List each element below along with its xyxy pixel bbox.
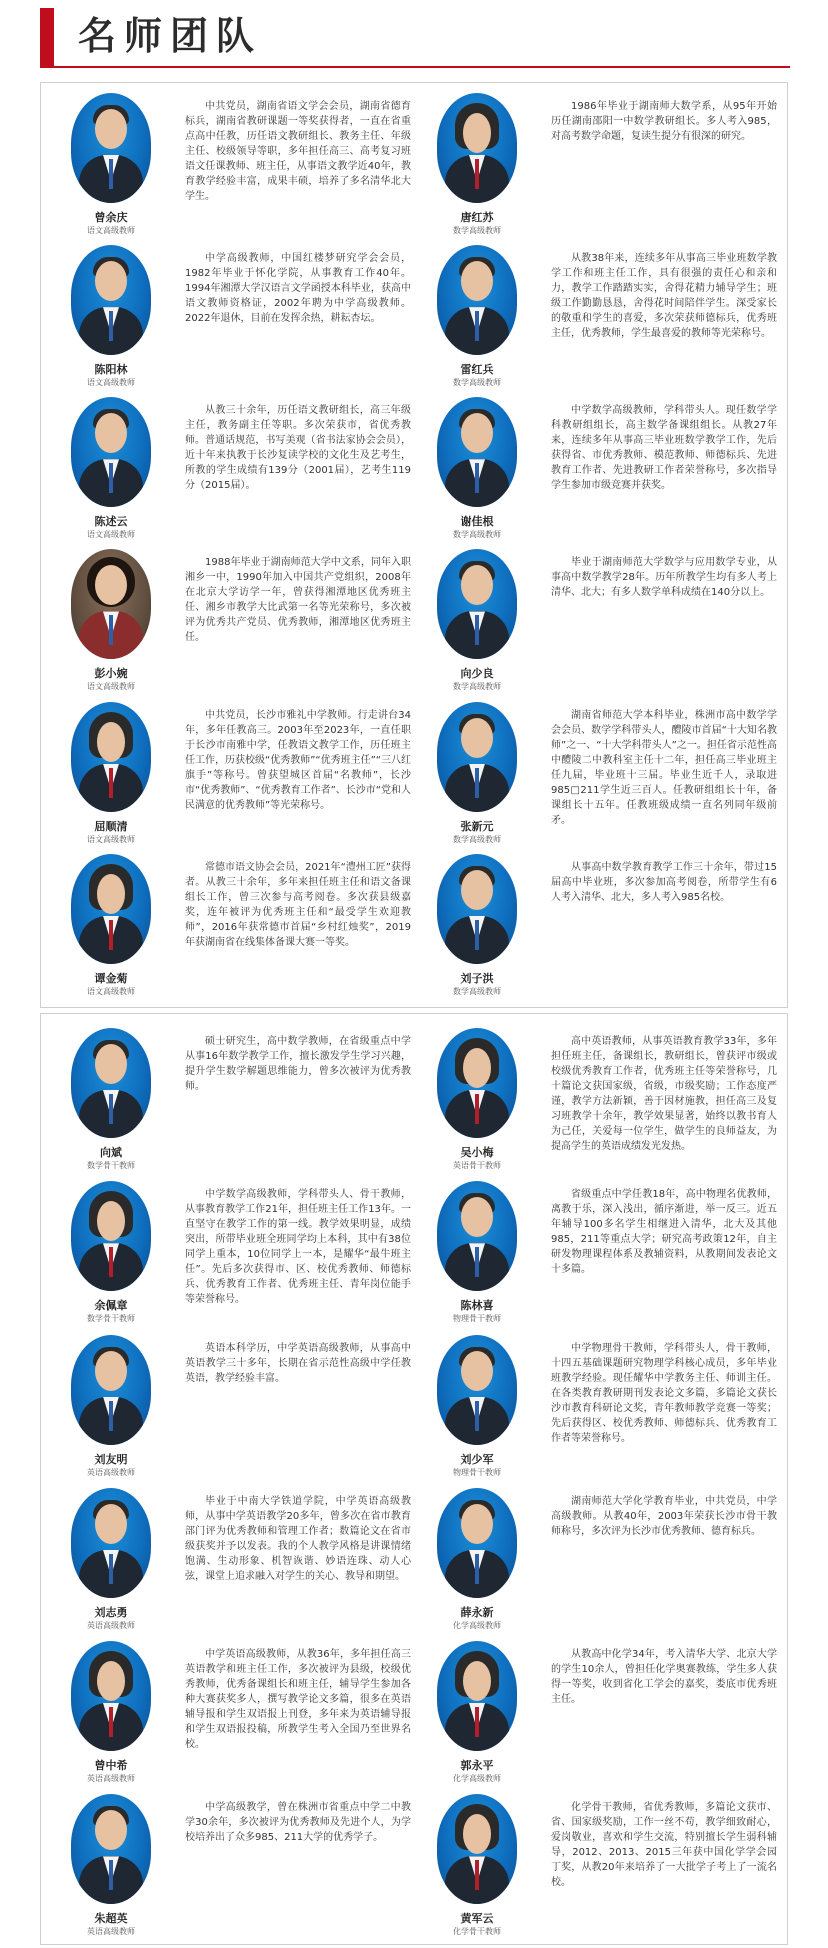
teacher-card [415, 1790, 785, 1940]
teacher-bio: 中学数学高级教师，学科带头人。现任数学学科教研组组长，高主数学备课组组长。从教27年来，连续多年从事高三毕业班数学教学工作，先后获得省、市优秀教师、模范教师、师德标兵、先进教育工作者、先进教研工作者荣誉称号，多次指导学生参加市级竞赛并获奖。 [551, 405, 777, 492]
teacher-name: 刘少军 [460, 1452, 494, 1466]
teacher-bio: 高中英语教师，从事英语教育教学33年，多年担任班主任，备课组长，教研组长，曾获评市级或校级优秀教育工作者，优秀班主任等荣誉称号，几十篇论文获国家级，省级，市级奖励；工作态度严谨，教学方法新颖，善于因材施教，担任高三及复习班教学十余年，教学效果显著，始终以教书育人为己任，关爱每一位学生，做学生的良师益友，为提高学生的英语成绩发光发热。 [551, 1036, 777, 1152]
teacher-photo [437, 1028, 517, 1138]
teacher-bio: 从教三十余年，历任语文教研组长，高三年级主任，教务副主任等职。多次荣获市，省优秀教师。普通话规范，书写美观（省书法家协会会员），近十年来执教于长沙复读学校的文化生及艺考生，所教的学生成绩有139分（2001届），艺考生119分（2015届）。 [185, 405, 411, 492]
teacher-name: 屈顺清 [94, 819, 128, 833]
teacher-card [415, 698, 785, 848]
teacher-bio: 1986年毕业于湖南师大数学系，从95年开始历任湖南邵阳一中数学教研组长。多人考入985，对高考数学命题，复读生提分有很深的研究。 [551, 101, 777, 142]
section-header [0, 0, 828, 72]
teacher-role: 数学高级教师 [453, 226, 501, 235]
teacher-role: 化学高级教师 [453, 1620, 501, 1630]
teacher-role: 物理骨干教师 [453, 1467, 501, 1477]
teacher-card [415, 1024, 785, 1174]
teacher-photo [71, 1488, 151, 1598]
teacher-card [415, 89, 785, 239]
section-title: 名师团队 [78, 14, 263, 58]
teacher-name: 向少良 [460, 667, 494, 681]
teacher-bio: 中共党员，长沙市雅礼中学教师。行走讲台34年，多年任教高三。2003年至2023年，一直任职于长沙市南雅中学，任教语文教学工作，历任班主任工作，历获校级“优秀教师”“优秀班主任”“三八红旗手”等称号。曾获望城区首届“名教师”，长沙市“优秀教师”、“优秀教育工作者”、长沙市“党和人民满意的优秀教师”等光荣称号。 [185, 709, 411, 811]
teacher-name: 陈林喜 [460, 1299, 494, 1313]
teacher-name: 曾中希 [94, 1759, 128, 1773]
teacher-bio: 中学高级教师，中国红楼梦研究学会会员，1982年毕业于怀化学院，从事教育工作40年。1994年湘潭大学汉语言文学函授本科毕业，获高中语文教师资格证，2002年聘为中学高级教师。2022年退休，目前在发挥余热，耕耘杏坛。 [185, 253, 411, 325]
teacher-name: 朱超英 [94, 1912, 128, 1926]
teacher-name: 黄军云 [460, 1912, 494, 1926]
teacher-photo [437, 93, 517, 203]
teacher-role: 语文高级教师 [87, 226, 135, 235]
teacher-role: 数学高级教师 [453, 834, 501, 844]
teacher-name: 陈述云 [94, 515, 128, 529]
teacher-card [415, 1637, 785, 1787]
teacher-bio: 湖南省师范大学本科毕业，株洲市高中数学学会会员、数学学科带头人，醴陵市首届“十大知名教师”之一、“十大学科带头人”之一。担任省示范性高中醴陵二中教科室主任十二年，担任高三毕业班主任九届，毕业班十三届。毕业生近千人，录取进985□211学生近三百人。任教研组组长十年，备课组长十五年。任教班级成绩一直名列同年级前矛。 [551, 709, 777, 826]
teacher-card [49, 1024, 419, 1174]
teacher-card [415, 393, 785, 543]
teacher-card [415, 850, 785, 1000]
teacher-name: 陈阳林 [94, 363, 128, 377]
teacher-bio: 常德市语文协会会员，2021年“澧州工匠”获得者。从教三十余年，多年来担任班主任和语文备课组长工作，曾三次参与高考阅卷。多次获县级嘉奖，连年被评为优秀班主任和“最受学生欢迎教师”，2016年获常德市首届“乡村红烛奖”，2019年获湖南省在线集体备课大赛一等奖。 [185, 861, 411, 948]
teacher-bio: 硕士研究生，高中数学教师，在省级重点中学从事16年数学教学工作，擅长激发学生学习兴趣，提升学生数学解题思维能力，曾多次被评为优秀教师。 [185, 1036, 411, 1092]
teacher-role: 数学高级教师 [453, 530, 501, 540]
teacher-name: 张新元 [460, 819, 494, 833]
teacher-role: 语文高级教师 [87, 530, 135, 540]
teacher-bio: 中学数学高级教师，学科带头人、骨干教师，从事教育教学工作21年，担任班主任工作13年。一直坚守在教学工作的第一线。教学效果明显，成绩突出，所带毕业班全班同学均上本科，其中有38位同学上重本，10位同学上一本，是耀华“最牛班主任”。先后多次获得市、区、校优秀教师、师德标兵、优秀教育工作者、优秀班主任、青年岗位能手等荣誉称号。 [185, 1189, 411, 1306]
teacher-photo [71, 702, 151, 812]
teacher-card [415, 1177, 785, 1327]
header-accent-bar [40, 8, 54, 66]
teacher-card [49, 1331, 419, 1481]
teacher-bio: 英语本科学历，中学英语高级教师，从事高中英语教学三十多年，长期在省示范性高级中学任教英语，教学经验丰富。 [185, 1342, 411, 1384]
teacher-role: 数学骨干教师 [87, 1314, 135, 1324]
teacher-card [415, 545, 785, 695]
teacher-card [49, 1177, 419, 1327]
teacher-name: 薛永新 [460, 1605, 494, 1619]
teacher-photo [437, 702, 517, 812]
teacher-photo [437, 1794, 517, 1904]
teacher-role: 数学高级教师 [453, 986, 501, 996]
teacher-name: 郭永平 [460, 1759, 494, 1773]
header-underline [40, 66, 790, 68]
teacher-photo [437, 1335, 517, 1445]
teacher-bio: 1988年毕业于湖南师范大学中文系，同年入职湘乡一中，1990年加入中国共产党组织，2008年在北京大学访学一年，曾获得湘潭地区优秀班主任、湘乡市教学大比武第一名等光荣称号，多次被评为优秀共产党员、优秀教师，湘潭地区优秀班主任。 [185, 557, 411, 644]
teacher-name: 谢佳根 [460, 515, 494, 529]
teacher-role: 化学骨干教师 [453, 1927, 501, 1937]
teacher-card [49, 1790, 419, 1940]
teacher-role: 语文高级教师 [87, 986, 135, 996]
teacher-role: 数学高级教师 [453, 682, 501, 692]
teacher-name: 雷红兵 [460, 363, 494, 377]
teacher-name: 刘志勇 [94, 1605, 128, 1619]
teacher-role: 英语高级教师 [87, 1467, 135, 1477]
teacher-bio: 中共党员，湖南省语文学会会员，湖南省德育标兵，湖南省教研课题一等奖获得者，一直在省重点高中任教，历任语文教研组长、教务主任、年级主任、校级领导等职，多年担任高三、高考复习班语文任课教师、班主任，从事语文教学近40年，教育教学经验丰富，成果丰硕，培养了多名清华北大学生。 [185, 101, 411, 202]
teacher-bio: 湖南师范大学化学教育毕业，中共党员，中学高级教师。从教40年，2003年荣获长沙市骨干教师称号，多次评为长沙市优秀教师、德育标兵。 [551, 1495, 777, 1537]
teacher-bio: 中学英语高级教师，从教36年，多年担任高三英语教学和班主任工作，多次被评为县级，校级优秀教师，优秀备课组长和班主任，辅导学生参加各种大赛获奖多人，撰写教学论文多篇，很多在英语辅导报和学生双语报上刊登，多年来为英语辅导报和学生双语报投稿，所教学生考入全国乃至世界名校。 [185, 1649, 411, 1751]
teacher-photo [71, 1028, 151, 1138]
teacher-card [49, 1484, 419, 1634]
teacher-role: 化学高级教师 [453, 1774, 501, 1784]
teacher-bio: 毕业于中南大学铁道学院，中学英语高级教师，从事中学英语教学20多年，曾多次在省市教育部门评为优秀教师和管理工作者；数篇论文在省市级获奖并予以发表。我的个人教学风格是讲课情绪饱满、生动形象、机智诙谐、妙语连珠、动人心弦，课堂上追求融入对学生的关心、教导和期望。 [185, 1495, 411, 1582]
teacher-bio: 从事高中数学教育教学工作三十余年，带过15届高中毕业班，多次参加高考阅卷，所带学生有6人考入清华、北大，多人考入985名校。 [551, 861, 777, 903]
teacher-name: 彭小婉 [94, 667, 128, 681]
teacher-name: 曾余庆 [94, 211, 128, 224]
teacher-card [415, 1484, 785, 1634]
teacher-name: 吴小梅 [460, 1146, 494, 1159]
teacher-role: 物理骨干教师 [453, 1314, 501, 1324]
teacher-bio: 中学物理骨干教师，学科带头人，骨干教师，十四五基础课题研究物理学科核心成员，多年毕业班教学经验。现任耀华中学教务主任、师训主任。在各类教育教研期刊发表论文多篇，多篇论文获长沙市教育科研论文奖，青年教师教学竞赛一等奖；先后获得区、校优秀教师、师德标兵、优秀教育工作者等荣誉称号。 [551, 1342, 777, 1444]
teacher-photo [71, 1641, 151, 1751]
teacher-bio: 中学高级教学，曾在株洲市省重点中学二中教学30余年，多次被评为优秀教师及先进个人，为学校培养出了众多985、211大学的优秀学子。 [185, 1802, 411, 1844]
teacher-name: 唐红苏 [460, 211, 494, 224]
teacher-card [49, 545, 419, 695]
teacher-name: 谭金菊 [94, 971, 128, 985]
teacher-photo [437, 854, 517, 964]
teacher-card [415, 1331, 785, 1481]
teacher-photo [437, 1641, 517, 1751]
teacher-role: 语文高级教师 [87, 834, 135, 844]
teacher-card [415, 241, 785, 391]
teacher-role: 语文高级教师 [87, 682, 135, 692]
teacher-photo [71, 1794, 151, 1904]
teacher-bio: 从教高中化学34年，考入清华大学、北京大学的学生10余人，曾担任化学奥赛教练，学生多人获得一等奖，收到省化工学会的嘉奖，娄底市优秀班主任。 [551, 1649, 777, 1706]
teacher-photo [71, 245, 151, 355]
teacher-role: 英语高级教师 [87, 1620, 135, 1630]
teacher-role: 语文高级教师 [87, 378, 135, 388]
teacher-bio: 化学骨干教师，省优秀教师，多篇论文获市、省、国家级奖励，工作一丝不苟，教学细致耐心，爱岗敬业，喜欢和学生交流，特别擅长学生弱科辅导，2012、2013、2015三年获中国化学学会园丁奖，从教20年来培养了一大批学子考上了一流名校。 [551, 1802, 777, 1889]
teacher-panel-2 [40, 1013, 788, 1945]
teacher-photo [71, 549, 151, 659]
teacher-name: 向斌 [100, 1146, 122, 1159]
teacher-panel-1 [40, 82, 788, 1008]
teacher-card [49, 89, 419, 239]
teacher-card [49, 1637, 419, 1787]
teacher-photo [71, 1181, 151, 1291]
teacher-photo [71, 397, 151, 507]
teacher-role: 数学骨干教师 [87, 1161, 135, 1170]
teacher-photo [437, 1181, 517, 1291]
teacher-card [49, 850, 419, 1000]
teacher-photo [71, 854, 151, 964]
teacher-name: 刘友明 [94, 1452, 128, 1466]
teacher-card [49, 698, 419, 848]
teacher-photo [437, 1488, 517, 1598]
teacher-role: 数学高级教师 [453, 378, 501, 388]
teacher-bio: 毕业于湖南师范大学数学与应用数学专业，从事高中数学教学28年。历年所教学生均有多人考上清华、北大；有多人数学单科成绩在140分以上。 [551, 557, 777, 599]
teacher-bio: 从教38年来，连续多年从事高三毕业班数学教学工作和班主任工作，具有很强的责任心和亲和力，教学工作踏踏实实，舍得花精力辅导学生；班级工作勤勤恳恳，舍得花时间陪伴学生。深受家长的敬重和学生的喜爱，多次荣获师德标兵，优秀班主任，优秀教师，学生最喜爱的教师等光荣称号。 [551, 253, 777, 340]
teacher-role: 英语高级教师 [87, 1774, 135, 1784]
teacher-photo [437, 245, 517, 355]
teacher-card [49, 241, 419, 391]
teacher-name: 余佩章 [94, 1299, 128, 1313]
teacher-photo [71, 93, 151, 203]
teacher-card [49, 393, 419, 543]
teacher-name: 刘子洪 [460, 971, 494, 985]
teacher-photo [71, 1335, 151, 1445]
teacher-role: 英语高级教师 [87, 1927, 135, 1937]
teacher-photo [437, 549, 517, 659]
teacher-bio: 省级重点中学任教18年，高中物理名优教师，离教于乐，深入浅出，循序渐进，举一反三。近五年辅导100多名学生相继进入清华，北大及其他985，211等重点大学；研究高考政策12年，自主研发物理课程体系及教辅资料，从教期间发表论文十多篇。 [551, 1189, 777, 1276]
teacher-role: 英语骨干教师 [453, 1161, 501, 1170]
teacher-photo [437, 397, 517, 507]
